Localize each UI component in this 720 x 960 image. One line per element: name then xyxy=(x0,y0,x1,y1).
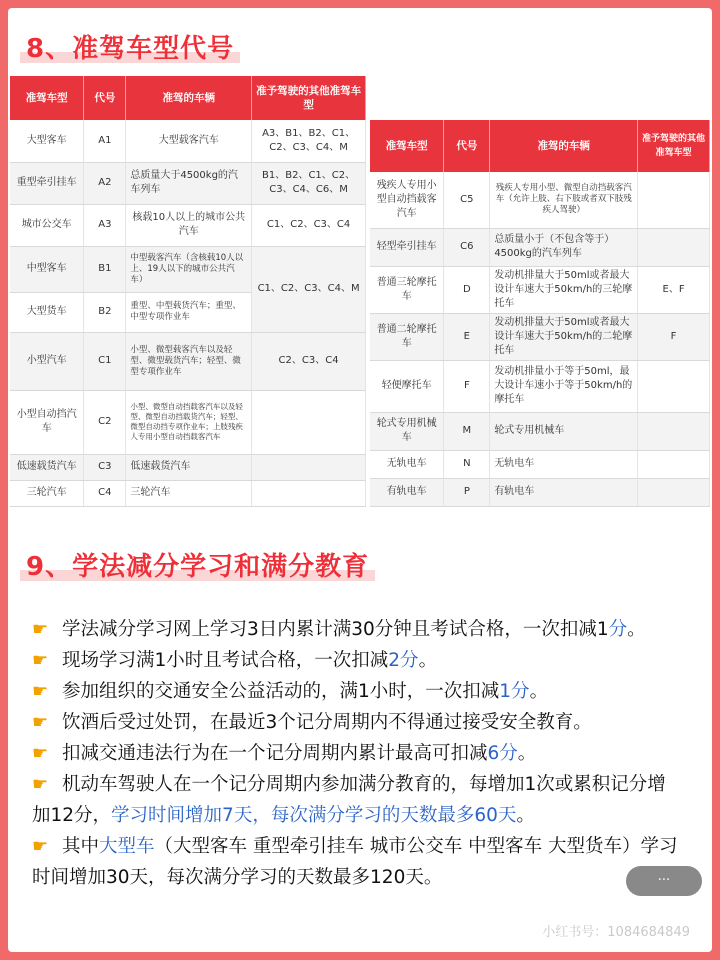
table-row xyxy=(370,478,710,506)
rule-text: 扣减交通违法行为在一个记分周期内累计最高可扣减 xyxy=(62,743,488,764)
table-row xyxy=(10,480,366,506)
table-cell xyxy=(638,478,710,506)
rule-text: 现场学习满1小时且考试合格，一次扣减 xyxy=(62,650,389,671)
rule-text: 。 xyxy=(517,743,537,764)
table-cell: C4 xyxy=(84,480,126,506)
highlight-text: 分 xyxy=(608,619,628,640)
table-cell: 无轨电车 xyxy=(370,450,444,478)
table-row xyxy=(10,120,366,162)
table-cell: 总质量小于（不包含等于）4500kg的汽车列车 xyxy=(490,228,638,266)
table-cell xyxy=(638,360,710,412)
table-row xyxy=(10,390,366,454)
table-cell: 残疾人专用小型、微型自动挡载客汽车（允许上肢、右下肢或者双下肢残疾人驾驶） xyxy=(490,172,638,228)
table-cell: F xyxy=(444,360,490,412)
highlight-text: 6分 xyxy=(487,743,518,764)
table-cell: C3 xyxy=(84,454,126,480)
table-cell xyxy=(638,450,710,478)
table-cell: P xyxy=(444,478,490,506)
table-cell: E、F xyxy=(638,266,710,313)
table-cell: E xyxy=(444,313,490,360)
table-cell: N xyxy=(444,450,490,478)
table-cell: 大型货车 xyxy=(10,292,84,332)
table-cell: 城市公交车 xyxy=(10,204,84,246)
table-cell: 普通三轮摩托车 xyxy=(370,266,444,313)
table-cell: 重型牵引挂车 xyxy=(10,162,84,204)
table-cell: 轮式专用机械车 xyxy=(370,412,444,450)
table-row xyxy=(370,228,710,266)
pointing-hand-icon: ☛ xyxy=(32,774,49,795)
highlight-text: 学习时间增加7天，每次满分学习的天数最多60天 xyxy=(111,805,517,826)
table-cell: 轻型牵引挂车 xyxy=(370,228,444,266)
table-cell: 小型、微型自动挡载客汽车以及轻型、微型自动挡载货汽车；轻型、微型自动挡专项作业车；上肢残疾人专用小型自动挡载客汽车 xyxy=(126,390,252,454)
section9-title: 9、学法减分学习和满分教育 xyxy=(26,546,369,583)
table-cell xyxy=(252,390,366,454)
table-cell: 总质量大于4500kg的汽车列车 xyxy=(126,162,252,204)
license-table-left xyxy=(10,76,366,507)
table-cell: 发动机排量小于等于50ml，最大设计车速小于等于50km/h的摩托车 xyxy=(490,360,638,412)
pointing-hand-icon: ☛ xyxy=(32,836,49,857)
table-cell xyxy=(638,412,710,450)
header-cell: 准驾的车辆 xyxy=(490,120,638,172)
table-cell: 轮式专用机械车 xyxy=(490,412,638,450)
table-cell: 轻便摩托车 xyxy=(370,360,444,412)
table-cell: 有轨电车 xyxy=(490,478,638,506)
table-cell: 三轮汽车 xyxy=(126,480,252,506)
education-rules-list xyxy=(32,614,682,893)
table-cell: C2、C3、C4 xyxy=(252,332,366,390)
rule-item xyxy=(32,645,682,676)
table-cell: B1 xyxy=(84,246,126,292)
rule-text: 。 xyxy=(627,619,646,640)
table-cell: C2 xyxy=(84,390,126,454)
table-cell: D xyxy=(444,266,490,313)
table-row xyxy=(370,412,710,450)
table-cell: A3 xyxy=(84,204,126,246)
table-row xyxy=(370,313,710,360)
table-cell: 三轮汽车 xyxy=(10,480,84,506)
table-cell xyxy=(638,172,710,228)
rule-item xyxy=(32,676,682,707)
table-cell: 核载10人以上的城市公共汽车 xyxy=(126,204,252,246)
license-table-right xyxy=(370,120,710,507)
rule-item xyxy=(32,738,682,769)
rule-text: 。 xyxy=(418,650,438,671)
header-cell: 准予驾驶的其他准驾车型 xyxy=(252,76,366,120)
more-badge[interactable]: ··· xyxy=(626,866,702,896)
table-row xyxy=(10,332,366,390)
table-row xyxy=(10,162,366,204)
table-cell: F xyxy=(638,313,710,360)
table-cell: C6 xyxy=(444,228,490,266)
pointing-hand-icon: ☛ xyxy=(32,712,49,733)
header-cell: 代号 xyxy=(444,120,490,172)
table-cell: M xyxy=(444,412,490,450)
table-cell: 发动机排量大于50ml或者最大设计车速大于50km/h的三轮摩托车 xyxy=(490,266,638,313)
highlight-text: 大型车 xyxy=(99,836,155,857)
table-cell xyxy=(252,480,366,506)
table-row xyxy=(10,246,366,292)
table-cell: 无轨电车 xyxy=(490,450,638,478)
table-cell: A1 xyxy=(84,120,126,162)
header-cell: 准予驾驶的其他准驾车型 xyxy=(638,120,710,172)
table-cell: 小型、微型载客汽车以及轻型、微型载货汽车；轻型、微型专项作业车 xyxy=(126,332,252,390)
rule-item xyxy=(32,707,682,738)
table-row xyxy=(370,266,710,313)
pointing-hand-icon: ☛ xyxy=(32,650,49,671)
table-cell: 中型载客汽车（含核载10人以上、19人以下的城市公共汽车） xyxy=(126,246,252,292)
highlight-text: 1分 xyxy=(499,681,530,702)
rule-text: 。 xyxy=(516,805,535,826)
header-cell: 准驾的车辆 xyxy=(126,76,252,120)
table-cell: 小型汽车 xyxy=(10,332,84,390)
table-cell: 残疾人专用小型自动挡载客汽车 xyxy=(370,172,444,228)
section8-title: 8、准驾车型代号 xyxy=(26,28,234,65)
table-cell: 发动机排量大于50ml或者最大设计车速大于50km/h的二轮摩托车 xyxy=(490,313,638,360)
table-row xyxy=(370,360,710,412)
table-cell: 大型客车 xyxy=(10,120,84,162)
table-row xyxy=(10,204,366,246)
rule-item xyxy=(32,769,682,831)
rule-text: 学法减分学习网上学习3日内累计满30分钟且考试合格，一次扣减1 xyxy=(62,619,609,640)
pointing-hand-icon: ☛ xyxy=(32,619,49,640)
rule-text: 参加组织的交通安全公益活动的，满1小时，一次扣减 xyxy=(62,681,500,702)
table-row xyxy=(10,454,366,480)
table-cell: 大型载客汽车 xyxy=(126,120,252,162)
header-cell: 代号 xyxy=(84,76,126,120)
rule-text: 。 xyxy=(529,681,549,702)
table-cell: B2 xyxy=(84,292,126,332)
rule-text: 其中 xyxy=(62,836,100,857)
table-cell: 普通二轮摩托车 xyxy=(370,313,444,360)
header-cell: 准驾车型 xyxy=(370,120,444,172)
table-cell: C1、C2、C3、C4、M xyxy=(252,246,366,332)
pointing-hand-icon: ☛ xyxy=(32,743,49,764)
table-row xyxy=(370,450,710,478)
table-cell: 小型自动挡汽车 xyxy=(10,390,84,454)
pointing-hand-icon: ☛ xyxy=(32,681,49,702)
table-cell: 重型、中型载货汽车；重型、中型专项作业车 xyxy=(126,292,252,332)
table-cell: A3、B1、B2、C1、C2、C3、C4、M xyxy=(252,120,366,162)
table-cell: 中型客车 xyxy=(10,246,84,292)
table-cell: B1、B2、C1、C2、C3、C4、C6、M xyxy=(252,162,366,204)
watermark: 小红书号：1084684849 xyxy=(542,925,690,940)
table-cell xyxy=(638,228,710,266)
table-cell: 低速载货汽车 xyxy=(126,454,252,480)
table-cell: A2 xyxy=(84,162,126,204)
rule-text: 饮酒后受过处罚，在最近3个记分周期内不得通过接受安全教育。 xyxy=(62,712,592,733)
table-cell xyxy=(252,454,366,480)
rule-item xyxy=(32,831,682,893)
table-row xyxy=(370,172,710,228)
highlight-text: 2分 xyxy=(388,650,419,671)
rule-text: （大型客车 重型牵引挂车 城市公交车 中型客车 大型货车）学习时间增加30天，每次满分学习的天数最多120天。 xyxy=(32,836,678,888)
rule-text: 机动车驾驶人在一个记分周期内参加满分教育的，每增加1次或累积记分增加12分， xyxy=(32,774,666,826)
table-cell: 有轨电车 xyxy=(370,478,444,506)
table-cell: 低速载货汽车 xyxy=(10,454,84,480)
header-cell: 准驾车型 xyxy=(10,76,84,120)
table-cell: C5 xyxy=(444,172,490,228)
table-cell: C1、C2、C3、C4 xyxy=(252,204,366,246)
table-cell: C1 xyxy=(84,332,126,390)
rule-item xyxy=(32,614,682,645)
